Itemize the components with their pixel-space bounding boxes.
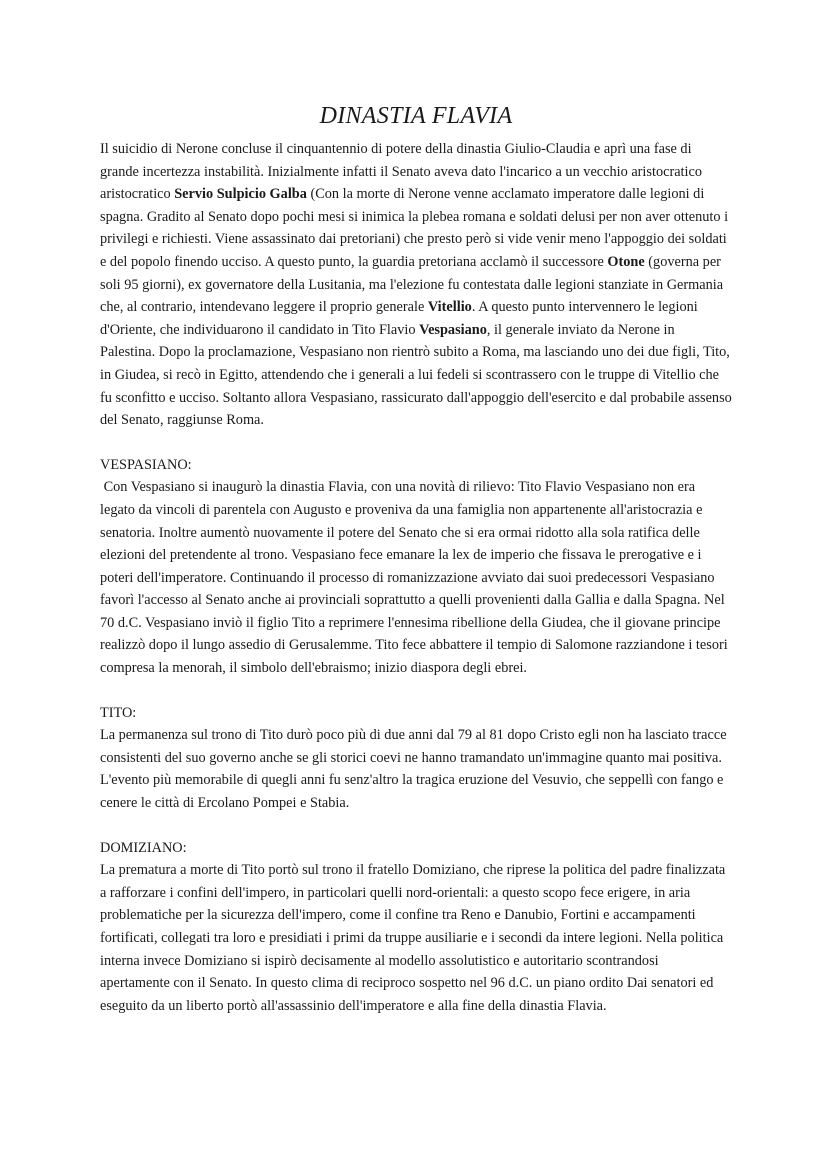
intro-text-5: , il generale inviato da Nerone in Palestina. Dopo la proclamazione, Vespasiano non rientrò subito a Roma, ma lasciando uno dei due figli, Tito, in Giudea, si recò in Egitto, attendendo che i generali a lui fedeli si scontrassero con le truppe di Vitellio che fu sconfitto e ucciso. Soltanto allora Vespasiano, rassicurato dall'appoggio dell'esercito e dal probabile assenso del Senato, raggiunse Roma. [100, 321, 732, 429]
name-vitellio: Vitellio [427, 299, 472, 316]
name-otone: Otone [607, 253, 645, 270]
section-heading-tito: TITO: [100, 704, 137, 721]
intro-text-2: (Con la morte di Nerone venne acclamato imperatore dalle legioni di spagna. Gradito al Senato dopo pochi mesi si inimica la plebea romana e soldati delusi per non aver ottenuto i privilegi e richiesti. Viene assassinato dai pretoriani) che presto però si vide venir meno l'appoggio dei soldati e del popolo finendo ucciso. A questo punto, la guardia pretoriana acclamò il successore [100, 186, 729, 270]
name-galba: Servio Sulpicio Galba [174, 186, 307, 203]
section-text-vespasiano: Con Vespasiano si inaugurò la dinastia Flavia, con una novità di rilievo: Tito Flavio Vespasiano non era legato da vincoli di parentela con Augusto e proveniva da una famiglia non appartenente all'aristocrazia e senatoria. Inoltre aumentò nuovamente il potere del Senato che si era ormai ridotto alla sola ratifica delle elezioni del pretendente al trono. Vespasiano fece emanare la lex de imperio che fissava le prerogative e i poteri dell'imperatore. Continuando il processo di romanizzazione avviato dai suoi predecessori Vespasiano favorì l'accesso al Senato anche ai provinciali soprattutto a quelli provenienti dalla Gallia e dalla Spagna. Nel 70 d.C. Vespasiano inviò il figlio Tito a reprimere l'ennesima ribellione della Giudea, che il giovane principe realizzò dopo il lungo assedio di Gerusalemme. Tito fece abbattere il tempio di Salomone razziandone i tesori compresa la menorah, il simbolo dell'ebraismo; inizio diaspora degli ebrei. [100, 479, 732, 677]
document-page [100, 100, 732, 1017]
section-text-domiziano: La prematura a morte di Tito portò sul trono il fratello Domiziano, che riprese la politica del padre finalizzata a rafforzare i confini dell'impero, in particolari quelli nord-orientali: a questo scopo fece erigere, in aria problematiche per la sicurezza dell'impero, come il confine tra Reno e Danubio, Fortini e accampamenti fortificati, collegati tra loro e presidiati i primi da truppe ausiliarie e i secondi da intere legioni. Nella politica interna invece Domiziano si ispirò decisamente al modello assolutistico e autoritario scontrandosi apertamente con il Senato. In questo clima di reciproco sospetto nel 96 d.C. un piano ordito Dai senatori ed eseguito da un liberto portò all'assassinio dell'imperatore e alla fine della dinastia Flavia. [100, 862, 726, 1014]
document-title: DINASTIA FLAVIA [319, 103, 513, 129]
intro-text-1: Il suicidio di Nerone concluse il cinquantennio di potere della dinastia Giulio-Claudia e aprì una fase di grande incertezza instabilità. Inizialmente infatti il Senato aveva dato l'incarico a un vecchio aristocratico aristocratico [100, 141, 702, 203]
section-heading-domiziano: DOMIZIANO: [100, 839, 187, 856]
intro-paragraph [100, 138, 732, 432]
name-vespasiano: Vespasiano [419, 321, 487, 338]
intro-text-4: . A questo punto intervennero le legioni d'Oriente, che individuarono il candidato in Tito Flavio [100, 299, 698, 338]
section-heading-vespasiano: VESPASIANO: [100, 456, 192, 473]
intro-text-3: (governa per soli 95 giorni), ex governatore della Lusitania, ma l'elezione fu contestata dalle legioni stanziate in Germania che, al contrario, intendevano leggere il proprio generale [100, 253, 724, 316]
section-text-tito: La permanenza sul trono di Tito durò poco più di due anni dal 79 al 81 dopo Cristo egli non ha lasciato tracce consistenti del suo governo anche se gli storici coevi ne hanno tramandato un'immagine quanto mai positiva. L'evento più memorabile di quegli anni fu senz'altro la tragica eruzione del Vesuvio, che seppellì con fango e cenere le città di Ercolano Pompei e Stabia. [100, 727, 727, 812]
